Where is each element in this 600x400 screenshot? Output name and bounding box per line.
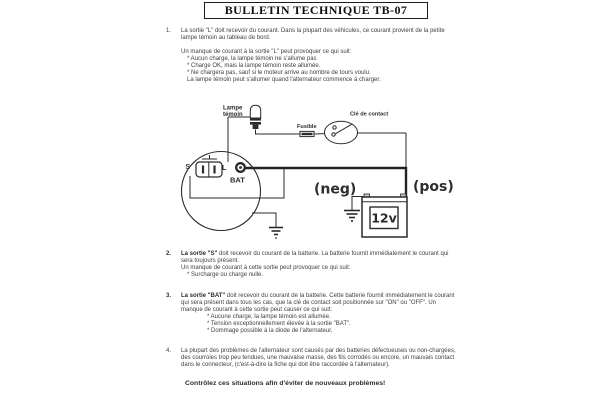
section-1 [166,28,457,84]
note-line: La lampe témoin peut s'allumer quand l'alternateur commence à charger. [187,77,381,83]
section-2 [166,251,457,279]
neg-label: (neg) [314,181,357,198]
paragraph: La plupart des problèmes de l'alternateur sont causés par des batteries défectueuses ou non-chargées, des courroies trop peu tendues, une mauvaise masse, des fils corrodés ou encore, un mauvais contact dans le connecteur, (c'est-à-dire la fiche qui doit être raccordée à l'alternateur). [181,348,456,368]
lamp-label-line2: témoin [223,111,243,118]
battery-voltage-label: 12v [371,210,397,226]
bullet-list [187,272,457,279]
bat-terminal [236,163,245,172]
alternator-ground-icon [269,228,283,239]
page-title: BULLETIN TECHNIQUE TB-07 [224,3,408,17]
section-3-body: doit recevoir du courant de la batterie. Cette batterie fournit immédiatement le courant qui sera présent dans tous les cas, que la clé de contact soit positionnée sur "ON" ou "OFF". Un manque de courant à cette sortie peut causer ce qui suit: [181,293,455,313]
alternator-symbol [182,152,261,231]
ignition-key-label: Clé de contact [350,111,389,118]
fuse-label: Fusible [297,124,317,130]
bullet-item: * Tension exceptionnellement élevée à la sortie "BAT". [207,321,351,327]
ignition-switch-symbol [325,121,358,144]
section-2-number: 2. [166,251,172,257]
paragraph: La sortie "L" doit recevoir du courant. Dans la plupart des véhicules, ce courant provient de la petite lampe témoin au tableau de bord. [181,28,445,41]
title-box [204,2,428,19]
terminal-l-label: L [222,165,227,172]
lamp-symbol [250,105,261,129]
footer-warning: Contrôlez ces situations afin d'éviter de nouveaux problèmes! [185,380,386,387]
bullet-item: * Charge OK, mais la lampe témoin reste allumée. [187,63,321,69]
bullet-list [187,56,457,84]
section-2-text [181,251,457,279]
section-3 [166,293,457,335]
section-3-text [181,293,457,335]
bullet-item: * Aucune charge, la lampe témoin est allumée. [207,314,331,320]
paragraph [181,251,457,265]
section-4-text [181,348,457,369]
paragraph: Un manque de courant à cette sortie peut provoquer ce qui suit: [181,265,351,271]
terminal-s-label: S [185,164,191,171]
bullet-item: * Aucun charge, la lampe témoin ne s'allume pas [187,56,317,62]
lamp-label-line1: Lampe [223,105,243,112]
paragraph: Un manque de courant à la sortie "L" peut provoquer ce qui suit: [181,49,352,55]
section-2-body: doit recevoir du courant de la batterie. La batterie fournit immédiatement le courant qui sera toujours présent. [181,251,449,264]
bullet-item: * Surcharge ou charge nulle. [187,272,264,278]
section-1-text [181,28,457,84]
pos-label: (pos) [413,179,454,195]
section-3-lead: La sortie "BAT" [181,293,226,299]
wiring-diagram [175,100,465,245]
bullet-item: * Dommage possible à la diode de l'alternateur. [207,328,333,334]
battery-symbol [362,194,407,237]
fuse-symbol [300,131,314,136]
bullet-item: * Ne chargera pas, sauf si le moteur arrive au nombre de tours voulu. [187,70,371,76]
section-2-lead: La sortie "S" [181,251,218,257]
bullet-list [207,314,457,335]
terminal-bat-label: BAT [230,175,245,185]
battery-ground-icon [344,211,360,222]
section-1-number: 1. [166,28,172,34]
paragraph [181,293,457,314]
section-4-number: 4. [166,348,172,354]
section-4 [166,348,457,369]
section-3-number: 3. [166,293,172,299]
